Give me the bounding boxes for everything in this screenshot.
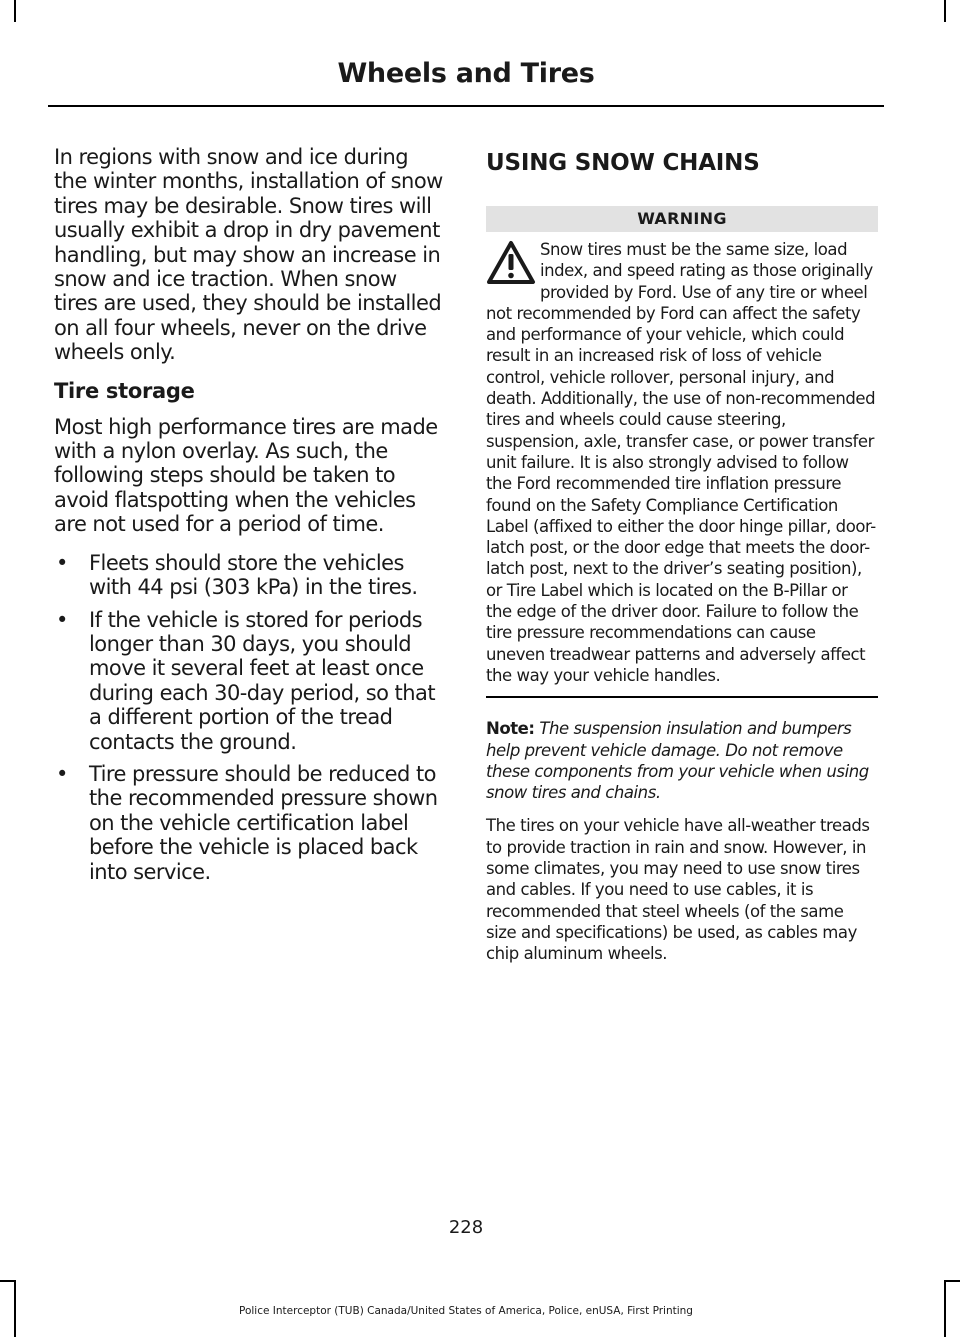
footer-text: Police Interceptor (TUB) Canada/United States of America, Police, enUSA, First Printing [239, 1305, 693, 1317]
warning-triangle-icon [486, 239, 536, 287]
note-text: The suspension insulation and bumpers help prevent vehicle damage. Do not remove these components from your vehicle when using snow tires and chains. [486, 719, 869, 803]
crop-mark-top-left-v [14, 0, 16, 22]
warning-end-rule [486, 696, 878, 698]
list-item-text: Tire pressure should be reduced to the recommended pressure shown on the vehicle certification label before the vehicle is placed back into service. [89, 761, 438, 884]
warning-bar: WARNING [486, 206, 878, 232]
right-column [486, 145, 878, 977]
crop-mark-bottom-right-v [944, 1280, 946, 1337]
crop-mark-bottom-left-h [0, 1280, 16, 1282]
note-label: Note: [486, 719, 535, 739]
crop-mark-bottom-left-v [14, 1280, 16, 1337]
warning-text: Snow tires must be the same size, load index, and speed rating as those originally provided by Ford. Use of any tire or wheel not recommended by Ford can affect the safety and performance of your vehicle, which could result in an increased risk of loss of vehicle control, vehicle rollover, personal injury, and death. Additionally, the use of non-recommended tires and wheels could cause steering, suspension, axle, transfer case, or power transfer unit failure. It is also strongly advised to follow the Ford recommended tire inflation pressure found on the Safety Compliance Certification Label (affixed to either the door hinge pillar, door-latch post, or the door edge that meets the door-latch post, next to the driver’s seating position), or Tire Label which is located on the B-Pillar or the edge of the driver door. Failure to follow the tire pressure recommendations can cause uneven treadwear patterns and adversely affect the way your vehicle handles. [486, 240, 876, 685]
tire-storage-list [54, 551, 446, 884]
tire-storage-text: Most high performance tires are made with a nylon overlay. As such, the following steps should be taken to avoid flatspotting when the vehicles are not used for a period of time. [54, 414, 438, 537]
note-paragraph [486, 718, 878, 803]
snow-cables-text: The tires on your vehicle have all-weather treads to provide traction in rain and snow. However, in some climates, you may need to use snow tires and cables. If you need to use cables, it is recommended that steel wheels (of the same size and specifications) be used, as cables may chip aluminum wheels. [486, 816, 870, 964]
page-header-title: Wheels and Tires [337, 58, 595, 89]
list-item [54, 608, 446, 754]
warning-body [486, 239, 878, 686]
list-item [54, 762, 446, 884]
list-item-text: Fleets should store the vehicles with 44 psi (303 kPa) in the tires. [89, 550, 418, 600]
tire-storage-heading: Tire storage [54, 378, 195, 403]
crop-mark-top-right-v [944, 0, 946, 22]
section-title: USING SNOW CHAINS [486, 150, 760, 176]
header-rule [48, 105, 884, 107]
list-item [54, 551, 446, 600]
snow-tires-intro: In regions with snow and ice during the winter months, installation of snow tires may be desirable. Snow tires will usually exhibit a drop in dry pavement handling, but may show an increase in snow and ice traction. When snow tires are used, they should be installed on all four wheels, never on the drive wheels only. [54, 145, 443, 365]
bullet-icon: • [56, 607, 68, 632]
left-column [54, 145, 446, 892]
bullet-icon: • [56, 761, 68, 786]
bullet-icon: • [56, 550, 68, 575]
page-number: 228 [448, 1217, 484, 1238]
crop-mark-bottom-right-h [944, 1280, 960, 1282]
list-item-text: If the vehicle is stored for periods longer than 30 days, you should move it several feet at least once during each 30-day period, so that a different portion of the tread contacts the ground. [89, 607, 436, 754]
